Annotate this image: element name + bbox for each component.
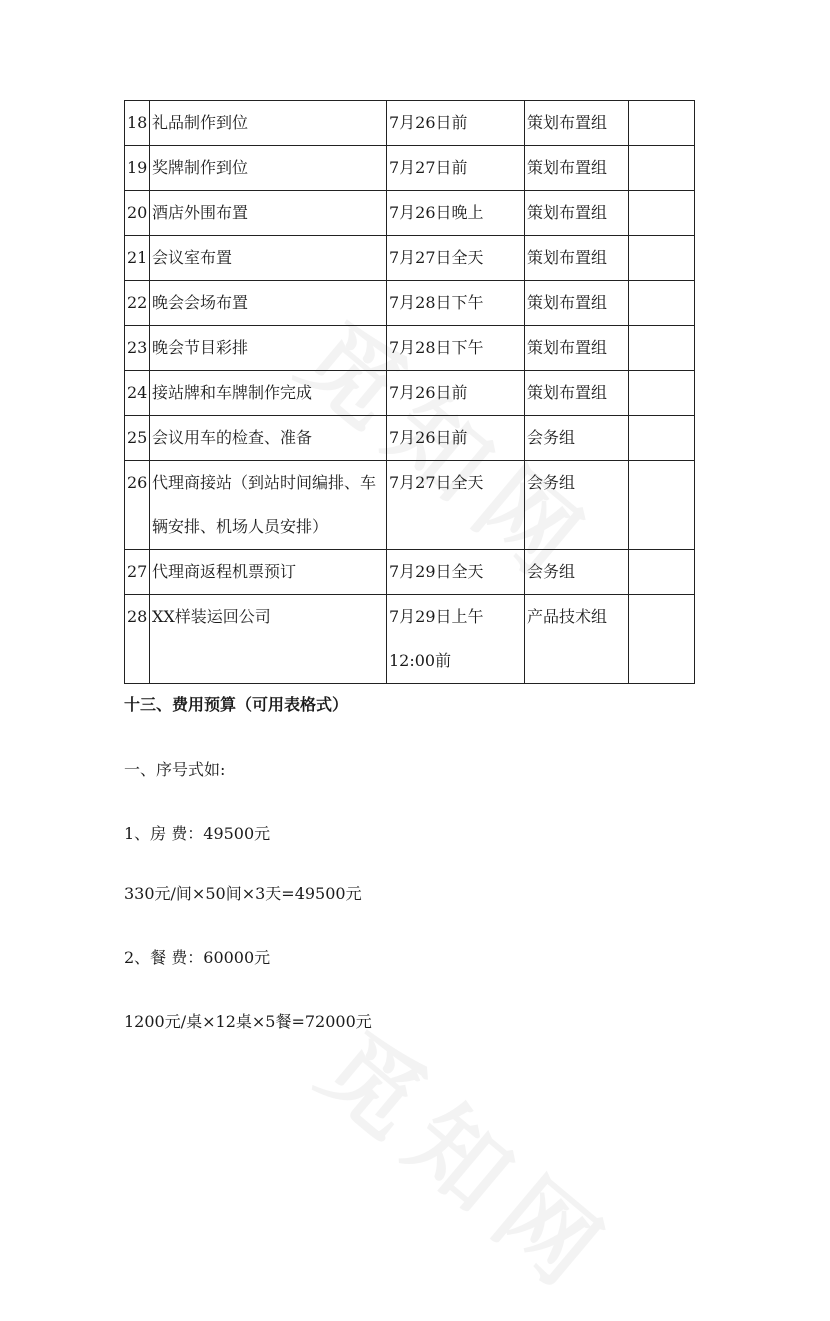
row-note — [629, 550, 695, 595]
row-group: 会务组 — [525, 461, 629, 550]
row-group: 策划布置组 — [525, 101, 629, 146]
table-row — [125, 371, 695, 416]
row-number: 28 — [125, 595, 150, 684]
row-task: 代理商接站（到站时间编排、车辆安排、机场人员安排） — [150, 461, 387, 550]
row-date: 7月29日上午12:00前 — [387, 595, 525, 684]
row-number: 18 — [125, 101, 150, 146]
row-number: 26 — [125, 461, 150, 550]
row-note — [629, 371, 695, 416]
row-note — [629, 416, 695, 461]
row-number: 22 — [125, 281, 150, 326]
room-fee-calc: 330元/间×50间×3天=49500元 — [124, 884, 362, 903]
row-date: 7月27日全天 — [387, 236, 525, 281]
row-group: 策划布置组 — [525, 191, 629, 236]
row-task: 会议用车的检查、准备 — [150, 416, 387, 461]
row-note — [629, 101, 695, 146]
row-number: 27 — [125, 550, 150, 595]
row-date: 7月27日前 — [387, 146, 525, 191]
row-group: 策划布置组 — [525, 146, 629, 191]
budget-heading: 十三、费用预算（可用表格式） — [124, 695, 349, 714]
row-note — [629, 191, 695, 236]
row-task: 会议室布置 — [150, 236, 387, 281]
row-note — [629, 326, 695, 371]
row-task: 奖牌制作到位 — [150, 146, 387, 191]
row-date: 7月26日前 — [387, 101, 525, 146]
row-group: 策划布置组 — [525, 281, 629, 326]
row-group: 会务组 — [525, 416, 629, 461]
table-row — [125, 281, 695, 326]
table-row — [125, 550, 695, 595]
table-row — [125, 191, 695, 236]
table-row — [125, 236, 695, 281]
row-group: 策划布置组 — [525, 371, 629, 416]
budget-intro: 一、序号式如: — [124, 760, 226, 779]
row-number: 25 — [125, 416, 150, 461]
row-date: 7月26日晚上 — [387, 191, 525, 236]
row-number: 24 — [125, 371, 150, 416]
row-task: 酒店外围布置 — [150, 191, 387, 236]
table-row — [125, 101, 695, 146]
row-date: 7月26日前 — [387, 416, 525, 461]
row-date: 7月26日前 — [387, 371, 525, 416]
row-number: 21 — [125, 236, 150, 281]
meal-fee-title: 2、餐 费：60000元 — [124, 948, 271, 967]
row-date: 7月27日全天 — [387, 461, 525, 550]
schedule-table — [124, 100, 695, 684]
table-row — [125, 326, 695, 371]
row-group: 策划布置组 — [525, 236, 629, 281]
watermark-bottom — [296, 996, 646, 1321]
row-group: 策划布置组 — [525, 326, 629, 371]
row-date: 7月28日下午 — [387, 281, 525, 326]
row-task: 礼品制作到位 — [150, 101, 387, 146]
row-note — [629, 595, 695, 684]
row-note — [629, 236, 695, 281]
row-date: 7月29日全天 — [387, 550, 525, 595]
row-note — [629, 461, 695, 550]
row-group: 会务组 — [525, 550, 629, 595]
row-task: 晚会节目彩排 — [150, 326, 387, 371]
table-row — [125, 461, 695, 550]
table-row — [125, 595, 695, 684]
table-row — [125, 416, 695, 461]
row-task: 晚会会场布置 — [150, 281, 387, 326]
row-note — [629, 281, 695, 326]
row-note — [629, 146, 695, 191]
row-task: 接站牌和车牌制作完成 — [150, 371, 387, 416]
row-task: 代理商返程机票预订 — [150, 550, 387, 595]
row-number: 20 — [125, 191, 150, 236]
schedule-body — [125, 101, 695, 684]
room-fee-title: 1、房 费：49500元 — [124, 824, 271, 843]
table-row — [125, 146, 695, 191]
row-date: 7月28日下午 — [387, 326, 525, 371]
row-group: 产品技术组 — [525, 595, 629, 684]
row-number: 19 — [125, 146, 150, 191]
meal-fee-calc: 1200元/桌×12桌×5餐=72000元 — [124, 1012, 372, 1031]
row-number: 23 — [125, 326, 150, 371]
row-task: XX样装运回公司 — [150, 595, 387, 684]
